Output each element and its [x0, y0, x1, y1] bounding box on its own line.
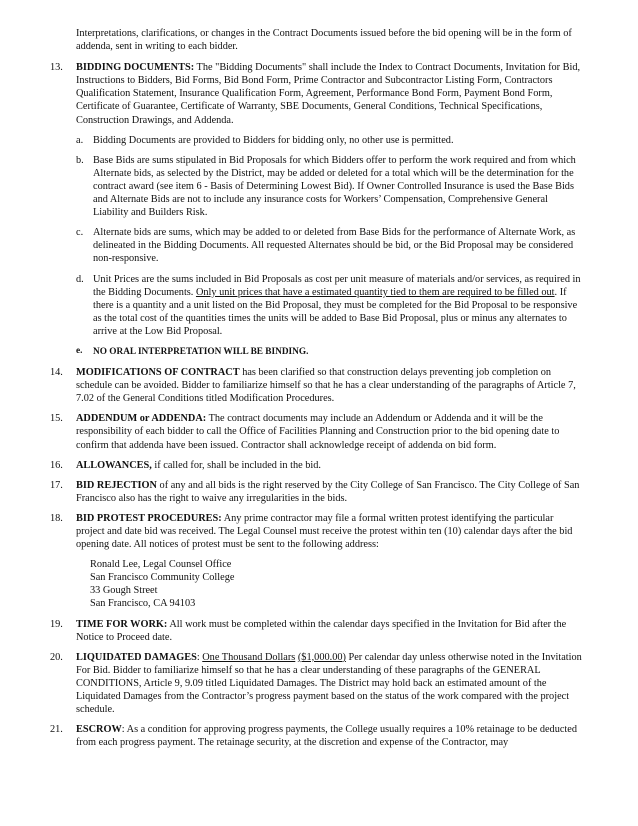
section-heading: ALLOWANCES, — [76, 459, 152, 471]
section-number: 18. — [50, 512, 63, 524]
subitem-text-part: Unit Prices are the sums included in Bid Proposals as cost per unit measure of materials and/or services, as required in the Bidding Documents. — [93, 273, 581, 298]
section-number: 15. — [50, 413, 63, 425]
section-text: The "Bidding Documents" shall include the Index to Contract Documents, Invitation for Bid, Instructions to Bidders, Bid Forms, Bid Bond Form, Prime Contractor and Subcontractor Listing Form, Contractors Qualification Statement, Insurance Qualification Form, Agreement, Performance Bond Form, Payment Bond Form, Certificate of Guarantee, Certificate of Warranty, SBE Documents, General Conditions, Technical Specifications, Construction Drawings, and Addenda. — [76, 62, 581, 126]
section-number: 19. — [50, 618, 63, 630]
mailing-address — [76, 558, 584, 610]
section-text: Per calendar day unless otherwise noted in the Invitation For Bid. Bidder to familiarize himself so that he has a clear understanding of these paragraphs of the GENERAL CONDITIONS, Article 9, 9.09 titled Liquidated Damages. The District may hold back an estimated amount of the Liquidated Damages from the Contractor’s progress payment based on the status of the work compared with the project schedule. — [76, 651, 582, 716]
section-text-part: : — [196, 651, 203, 663]
section-text: of any and all bids is the right reserved by the City College of San Francisco. The City College of San Francisco also has the right to waive any irregularities in the bids. — [76, 479, 580, 504]
section-heading: ADDENDUM or ADDENDA: — [76, 413, 207, 425]
damages-amount-figures: ($1,000.00) — [297, 651, 346, 663]
subitem-a — [76, 134, 584, 147]
section-text: has been clarified so that construction delays preventing job completion on schedule can be avoided. Bidder to familiarize himself so that he has a clear understanding of the paragraphs of Article 7, 7.02 of the General Conditions titled Modification Procedures. — [76, 367, 576, 405]
address-line: San Francisco, CA 94103 — [90, 598, 196, 610]
section-heading: BID PROTEST PROCEDURES: — [76, 512, 222, 524]
section-number: 16. — [50, 459, 63, 471]
section-heading: LIQUIDATED DAMAGES — [76, 651, 197, 663]
subitem-letter: c. — [76, 227, 84, 239]
section-number: 14. — [50, 367, 63, 379]
address-line: Ronald Lee, Legal Counsel Office — [90, 559, 232, 571]
section-17-body — [76, 479, 584, 505]
section-19 — [50, 618, 584, 644]
subitem-d — [76, 273, 584, 338]
section-20 — [50, 651, 584, 716]
subitem-text: Base Bids are sums stipulated in Bid Proposals for which Bidders offer to perform the work required and from which Alternate bids, as selected by the District, may be added or deleted for a total which will be the determination for the contract award (see item 6 - Basis of Determining Lowest Bid). If Owner Controlled Insurance is used the Base Bids and Alternate Bids are not to include any insurance costs for Workers’ Compensation, Comprehensive General Liability and Builders Risk. — [93, 154, 576, 219]
section-21 — [50, 723, 584, 749]
section-heading: BID REJECTION — [76, 479, 157, 491]
subitem-text: Bidding Documents are provided to Bidders for bidding only, no other use is permitted. — [93, 134, 454, 146]
section-21-body — [76, 723, 584, 749]
section-heading: TIME FOR WORK: — [76, 618, 168, 630]
section-13-body — [76, 61, 584, 126]
intro-paragraph: Interpretations, clarifications, or changes in the Contract Documents issued before the bid opening will be in the form of addenda, sent in writing to each bidder. — [76, 28, 572, 53]
underlined-requirement: Only unit prices that have a estimated quantity tied to them are required to be filled out — [195, 286, 555, 298]
section-heading: MODIFICATIONS OF CONTRACT — [76, 367, 240, 379]
subitem-letter: e. — [76, 345, 83, 356]
subitem-text — [93, 273, 584, 338]
section-17 — [50, 479, 584, 505]
section-16-body — [76, 459, 584, 472]
section-heading: BIDDING DOCUMENTS: — [76, 62, 195, 74]
section-20-body — [76, 651, 584, 716]
section-text: : As a condition for approving progress payments, the College usually requires a 10% retainage to be deducted from each progress payment. The retainage security, at the discretion and expense of the Contractor, may — [76, 724, 578, 749]
section-number: 21. — [50, 724, 63, 736]
section-19-body — [76, 618, 584, 644]
section-heading: ESCROW — [76, 724, 122, 736]
section-18-body — [76, 512, 584, 551]
section-text: if called for, shall be included in the bid. — [151, 459, 321, 471]
address-line: 33 Gough Street — [90, 585, 158, 597]
section-14 — [50, 366, 584, 405]
subitem-letter: a. — [76, 134, 84, 146]
subitem-text-part: . If there is a quantity and a unit listed on the Bid Proposal, they must be completed for the Bid Proposal to be responsive as the total cost of the quantities times the units will be added to Base Bid Proposal, plus or minus any alternates to arrive at the Low Bid Proposal. — [93, 286, 578, 337]
section-number: 13. — [50, 62, 63, 74]
section-13 — [50, 61, 584, 359]
section-text: All work must be completed within the calendar days specified in the Invitation for Bid after the Notice to Proceed date. — [76, 618, 567, 643]
subitem-b — [76, 154, 584, 219]
damages-amount-words: One Thousand Dollars — [202, 651, 296, 663]
subitem-letter: d. — [76, 273, 84, 285]
address-line: San Francisco Community College — [90, 572, 235, 584]
subitem-c — [76, 226, 584, 265]
section-text: Any prime contractor may file a formal written protest identifying the particular project and date bid was received. The Legal Counsel must receive the protest within ten (10) calendar days after the bid opening date. All notices of protest must be sent to the following address: — [76, 512, 573, 551]
section-15 — [50, 412, 584, 451]
section-18 — [50, 512, 584, 611]
subitem-text: Alternate bids are sums, which may be added to or deleted from Base Bids for the performance of Alternate Work, as delineated in the Bidding Documents. All requested Alternates should be bid, or the Bid Proposal may be considered non-responsive. — [93, 227, 576, 265]
section-15-body — [76, 412, 584, 451]
section-text: The contract documents may include an Addendum or Addenda and it will be the responsibility of each bidder to call the Office of Facilities Planning and Construction prior to the bid opening date to confirm that addenda have been issued. Contractor shall acknowledge receipt of addenda on bid form. — [76, 413, 560, 451]
subitem-text: NO ORAL INTERPRETATION WILL BE BINDING. — [93, 346, 309, 357]
section-number: 17. — [50, 479, 63, 491]
subitem-e — [76, 345, 584, 359]
section-14-body — [76, 366, 584, 405]
subitem-letter: b. — [76, 154, 84, 166]
section-16 — [50, 459, 584, 472]
section-number: 20. — [50, 651, 63, 663]
